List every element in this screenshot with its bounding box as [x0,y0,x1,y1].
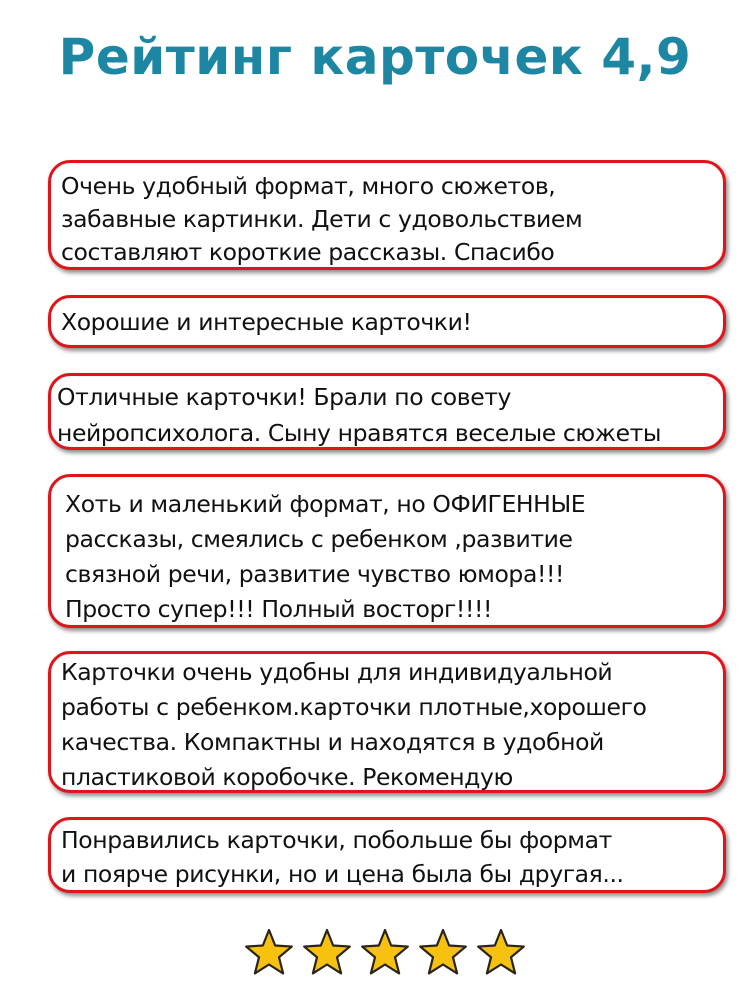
review-text: Хорошие и интересные карточки! [61,308,472,336]
star-icon [475,927,527,979]
review-card [48,474,726,628]
star-icon [417,927,469,979]
star-rating [243,927,527,983]
review-card [48,373,726,450]
review-text: Отличные карточки! Брали по совету нейропсихолога. Сыну нравятся веселые сюжеты [57,383,662,447]
review-card [48,295,726,348]
review-text: Очень удобный формат, много сюжетов, забавные картинки. Дети с удовольствием составляют короткие рассказы. Спасибо [61,172,583,266]
star-icon [359,927,411,979]
star-icon [301,927,353,979]
star-icon [243,927,295,979]
page-title: Рейтинг карточек 4,9 [58,28,692,86]
review-text: Хоть и маленький формат, но ОФИГЕННЫЕ рассказы, смеялись с ребенком ,развитие связной речи, развитие чувство юмора!!! Просто супер!!! Полный восторг!!!! [65,490,586,623]
review-card [48,817,726,893]
review-text: Карточки очень удобны для индивидуальной работы с ребенком.карточки плотные,хорошего качества. Компактны и находятся в удобной пластиковой коробочке. Рекомендую [61,658,647,791]
review-text: Понравились карточки, побольше бы формат и поярче рисунки, но и цена была бы другая... [61,826,624,888]
review-card [48,160,726,270]
review-card [48,651,726,793]
